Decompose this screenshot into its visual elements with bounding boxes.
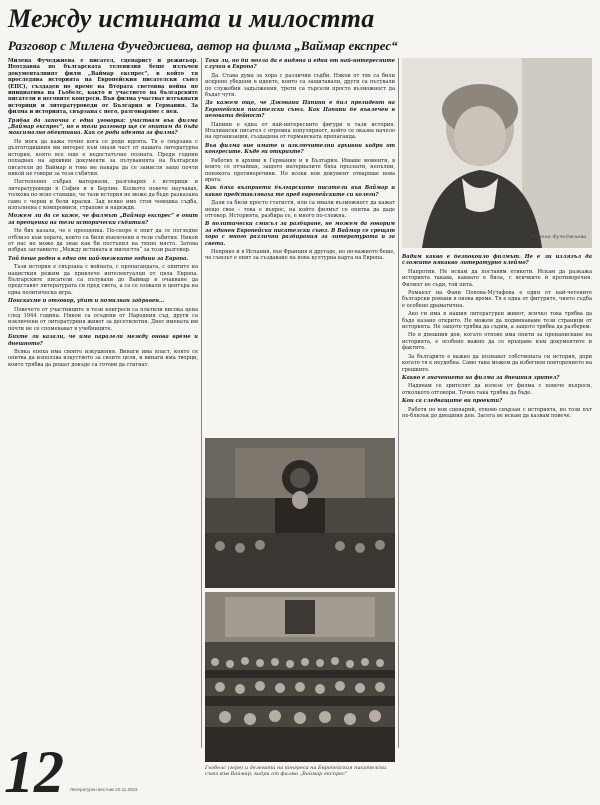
portrait-photo <box>402 58 592 248</box>
answer: Всяка епоха има своите изкушения. Винаги има власт, която се опитва да използва изкуството за своите цели, и винаги има творци, които трябва да решат докъде са готови да стигнат. <box>8 349 198 368</box>
answer: Надявам се зрителят да излезе от филма с повече въпроси, отколкото отговори. Точно така трябва да бъде. <box>402 383 592 396</box>
goebbels-speech-image <box>205 438 395 588</box>
answer: Постепенно събрах материали, разговарях с историци и литературоведи в София и в Берлин. Колкото повече научавах, толкова по-ясно ставаше, че тази история не може да бъде разказана само с черни и бели краски. Зад всяко име стои човешка съдба, изпълнена с компромиси, страхове и надежди. <box>8 179 198 211</box>
answer: Работя по нов сценарий, отново свързан с историята, но този път по-близък до днешния ден. Засега не искам да казвам повече. <box>402 406 592 419</box>
answer: Не бих казала, че е преоценка. По-скоро е опит да се погледне отблизо към хората, които са били въвлечени в тези събития. Никой от нас не може да знае как би постъпил на тяхно място. Затова избрах заглавието „Между истината и милостта“ за този разговор. <box>8 228 198 254</box>
answer: Напротив. Не искам да поставям етикети. Искам да разкажа историята такава, каквато е била, с всичките ѝ противоречия. Филмът не съди, той пита. <box>402 268 592 288</box>
answer: Папини е една от най-интересните фигури в тази история. Италиански писател с огромна популярност, който се оказва начело на организация, създадена от германската пропаганда. <box>205 121 395 141</box>
column-right <box>402 254 592 774</box>
answer: Работих в архиви в Германия и в България. Имаше моменти, в които се отчайвах, защото материалите бяха пръснати, непълни, понякога противоречиви. Но всеки нов документ отваряше нова врата. <box>205 157 395 183</box>
question: Бихте ли казали, че има паралели между онова време и днешното? <box>8 334 198 347</box>
column-divider <box>201 58 202 748</box>
column-left <box>8 58 198 738</box>
answer: Тази история е свързана с войната, с пропагандата, с опитите на нацисткия режим да привлече интелектуалци от цяла Европа. Българските писатели са пътували до Ваймар в очакване да представят литературата си пред света, а са се озовали в центъра на една политическа игра. <box>8 264 198 296</box>
portrait-caption: Милена Фучеджиева <box>530 234 587 240</box>
question: Той беше роден в една от най-тежките години за Европа. <box>8 255 189 262</box>
congress-caption: Гьобелс (горе) и делегати на конгреса на Европейския писателски съюз във Ваймар; кадри от филма „Ваймар експрес“ <box>205 765 387 777</box>
answer: Но в днешния ден, когато отново има опити за пренаписване на историята, е особено важно да се връщаме към документите и фактите. <box>402 332 592 352</box>
question: Трябва да започна с една уговорка: участвам във филма „Ваймар експрес“, но в този разговор ще се опитам да бъда максимално обективна. Как се роди идеята за филма? <box>8 117 198 137</box>
intro-paragraph: Милена Фучеджиева е писател, сценарист и режисьор. Неотдавна по българската телевизия беше излъчен документалният филм „Ваймар експрес“, в който тя проследява историята на Европейския писателски съюз (ЕПС), създаден по време на Втората световна война по инициатива на Гьобелс, както и участието на българските писатели в неговите конгреси. Във филма участват изтъкнати историци и литературоведи от България и Германия. За филма и историята, свързана с него, разговаряме с нея. <box>8 58 198 116</box>
issue-line: Литературен вестник 20.11.2023 <box>70 787 138 792</box>
answer: Непряко и в Испания, във Франция и другаде, но по-важното беше, че съюзът е опит за създаване на нова културна карта на Европа. <box>205 248 395 262</box>
answer: Не мога да кажа точно кога се роди идеята. Тя е свързана с дългогодишния ми интерес към онази част от нашата литературна история, която все още е недостатъчно позната. Преди години попаднах на архивни документи за пътуванията на български писатели до Ваймар и това ме накара да се замисля защо почти никой не говори за тези събития. <box>8 138 198 177</box>
answer: Дали са били просто статисти, или са имали възможност да кажат нещо свое – това е въпрос, на който филмът се опитва да даде отговор. Историята, разбира се, е много по-сложна. <box>205 200 395 219</box>
question: Поискахме и отговор, убит и помилван забравен... <box>8 298 165 305</box>
question: Така ли, но би могла да е видяна и едни от най-интересните случаи в Европа? <box>205 58 395 71</box>
question: Кои са следващите ви проекти? <box>402 398 503 405</box>
question: Можем ли да се каже, че филмът „Ваймар експрес“ е опит за преоценка на тези исторически събития? <box>8 213 198 226</box>
question: Как бяха възприети българските писатели във Ваймар и какво представляваха те пред европейските си колеги? <box>205 185 395 198</box>
answer: Да. Става дума за хора с различни съдби. Някои от тях са били искрено убедени в идеите, които са защитавали, други са пътували по служебни задължения, трети са търсели просто възможност да бъдат чути. <box>205 72 395 99</box>
question: Да кажем още, че Джовани Папини е бил президент на Европейския писателски съюз. Как Папини бе въвлечен в неговата дейност? <box>205 100 395 120</box>
congress-photo-top <box>205 438 395 588</box>
answer: Повечето от участниците в тези конгреси са платили висока цена след 1944 година. Някои са осъдени от Народния съд, други са изключени от литературния живот за десетилетия. Днес имената им почти не се споменават в учебниците. <box>8 306 198 332</box>
question: Какво е значението на филма за днешния зрител? <box>402 374 560 381</box>
article-subtitle: Разговор с Милена Фучеджиева, автор на филма „Ваймар експрес“ <box>8 38 398 53</box>
column-middle <box>205 58 395 433</box>
question: Във филма вие имате и изключителни архивни кадри от конгресите. Къде ги открихте? <box>205 142 395 156</box>
page-number: 12 <box>4 739 64 805</box>
answer: За българите е важно да познават собствената си история, дори когато тя е неудобна. Само така можем да избегнем повторението на грешките. <box>402 353 592 373</box>
congress-hall-image <box>205 592 395 762</box>
answer: Романът на Фани Попова-Мутафова е един от най-четените български романи в онова време. Тя е една от фигурите, чиято съдба е особено драматична. <box>402 290 592 309</box>
question: Вадим какво е безпокоило филмът. Не е ли излязъл да сложите някакво литературно клеймо? <box>402 254 592 267</box>
column-divider <box>398 58 399 748</box>
congress-photo-bottom <box>205 592 395 762</box>
portrait-image <box>402 58 592 248</box>
answer: Ако ги има в нашия литературен живот, всичко това трябва да бъде казано открито. Не можем да подминаваме тези страници от историята. Не защото трябва да съдим, а защото трябва да разберем. <box>402 311 592 331</box>
question: В политически смисъл за разбиране, не можем да говорим за единен Европейски писателски съюз. В Ваймар се срещат хора с много различни разбирания за литературата и за света. <box>205 221 395 247</box>
article-title: Между истината и милостта <box>8 4 375 33</box>
